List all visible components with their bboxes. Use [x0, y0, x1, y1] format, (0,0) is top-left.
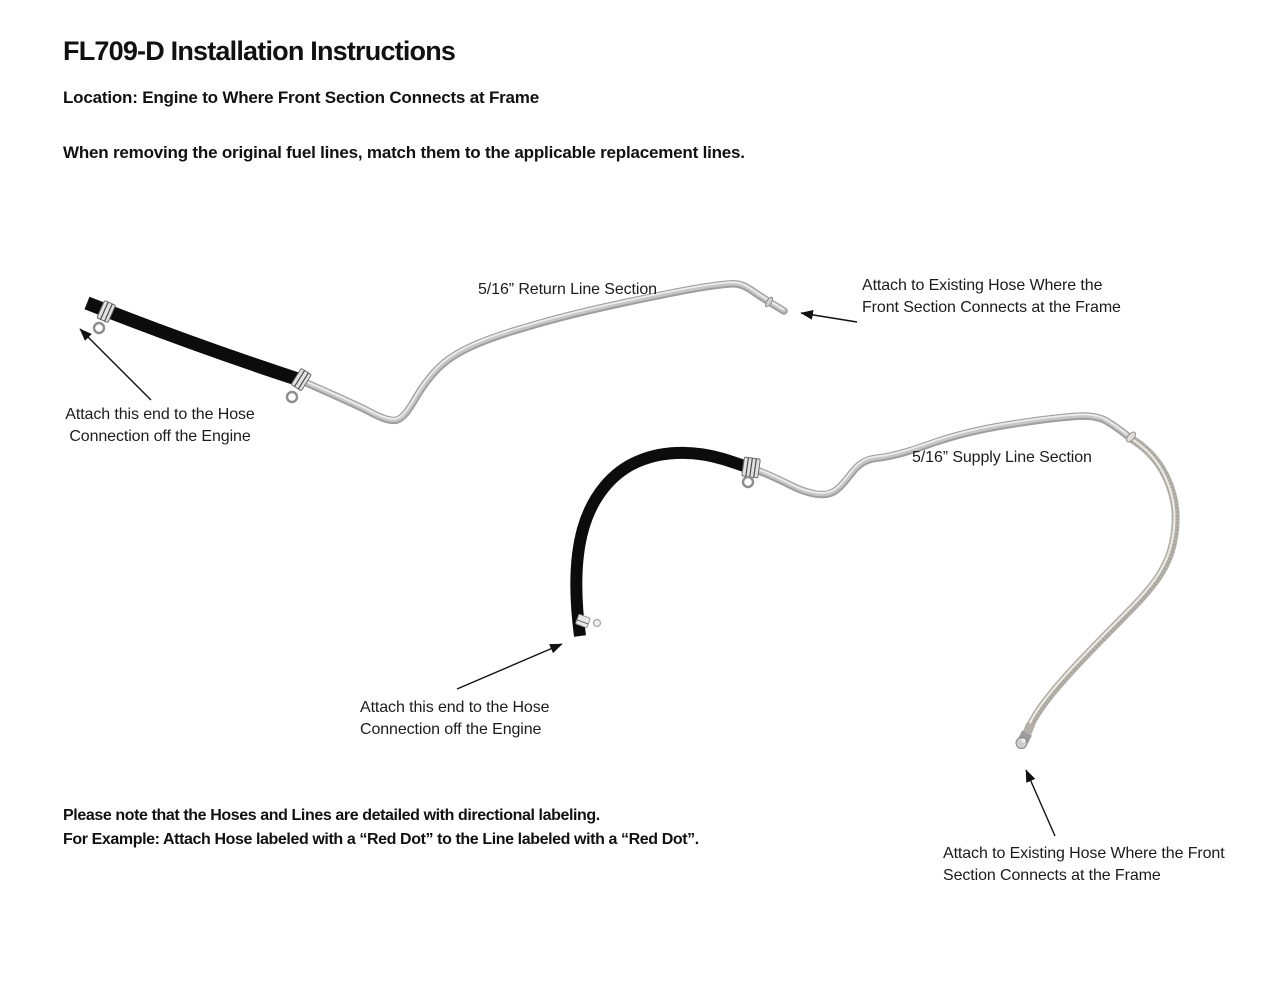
annotation-arrows — [80, 313, 1055, 836]
supply-frame-annotation — [943, 843, 1225, 887]
return-line-steel-tube-sheen — [302, 283, 784, 420]
arrow-return-frame-end — [801, 313, 857, 322]
supply-line-hose-clamp — [742, 457, 760, 478]
arrow-supply-engine-end — [457, 644, 562, 689]
annotation-line: Attach to Existing Hose Where the Front — [943, 845, 1225, 862]
location-line: Location: Engine to Where Front Section Connects at Frame — [63, 88, 539, 107]
annotation-line: Attach this end to the Hose — [360, 699, 550, 716]
return-engine-annotation — [60, 404, 260, 448]
return-frame-annotation — [862, 275, 1121, 319]
arrow-supply-frame-end — [1026, 770, 1055, 836]
return-line-keeper-ring-tube — [287, 392, 297, 402]
supply-line-keeper-ring — [743, 477, 753, 487]
supply-line-rubber-hose — [576, 453, 750, 636]
annotation-line: Front Section Connects at the Frame — [862, 299, 1121, 316]
footer-note — [63, 804, 699, 852]
instruction-line: When removing the original fuel lines, match them to the applicable replacement lines. — [63, 143, 745, 162]
return-line-label: 5/16” Return Line Section — [478, 281, 657, 298]
annotation-line: Connection off the Engine — [69, 428, 251, 445]
return-line-steel-tube — [302, 284, 784, 421]
arrow-return-engine-end — [80, 329, 151, 400]
footer-note-line: Please note that the Hoses and Lines are detailed with directional labeling. — [63, 807, 600, 824]
return-line-assembly — [87, 282, 784, 420]
annotation-line: Connection off the Engine — [360, 721, 542, 738]
supply-line-hose-end-ring — [594, 620, 601, 627]
return-line-keeper-ring-engine — [94, 323, 104, 333]
footer-note-line: For Example: Attach Hose labeled with a “Red Dot” to the Line labeled with a “Red Dot”. — [63, 831, 699, 848]
supply-engine-annotation — [360, 697, 549, 741]
annotation-line: Section Connects at the Frame — [943, 867, 1161, 884]
braided-hose-end-fitting — [1016, 724, 1031, 749]
annotation-line: Attach this end to the Hose — [65, 406, 255, 423]
supply-line-label: 5/16” Supply Line Section — [912, 449, 1092, 466]
annotation-line: Attach to Existing Hose Where the — [862, 277, 1103, 294]
return-line-steel-tube-highlight — [302, 282, 784, 419]
page-title: FL709-D Installation Instructions — [63, 36, 456, 66]
